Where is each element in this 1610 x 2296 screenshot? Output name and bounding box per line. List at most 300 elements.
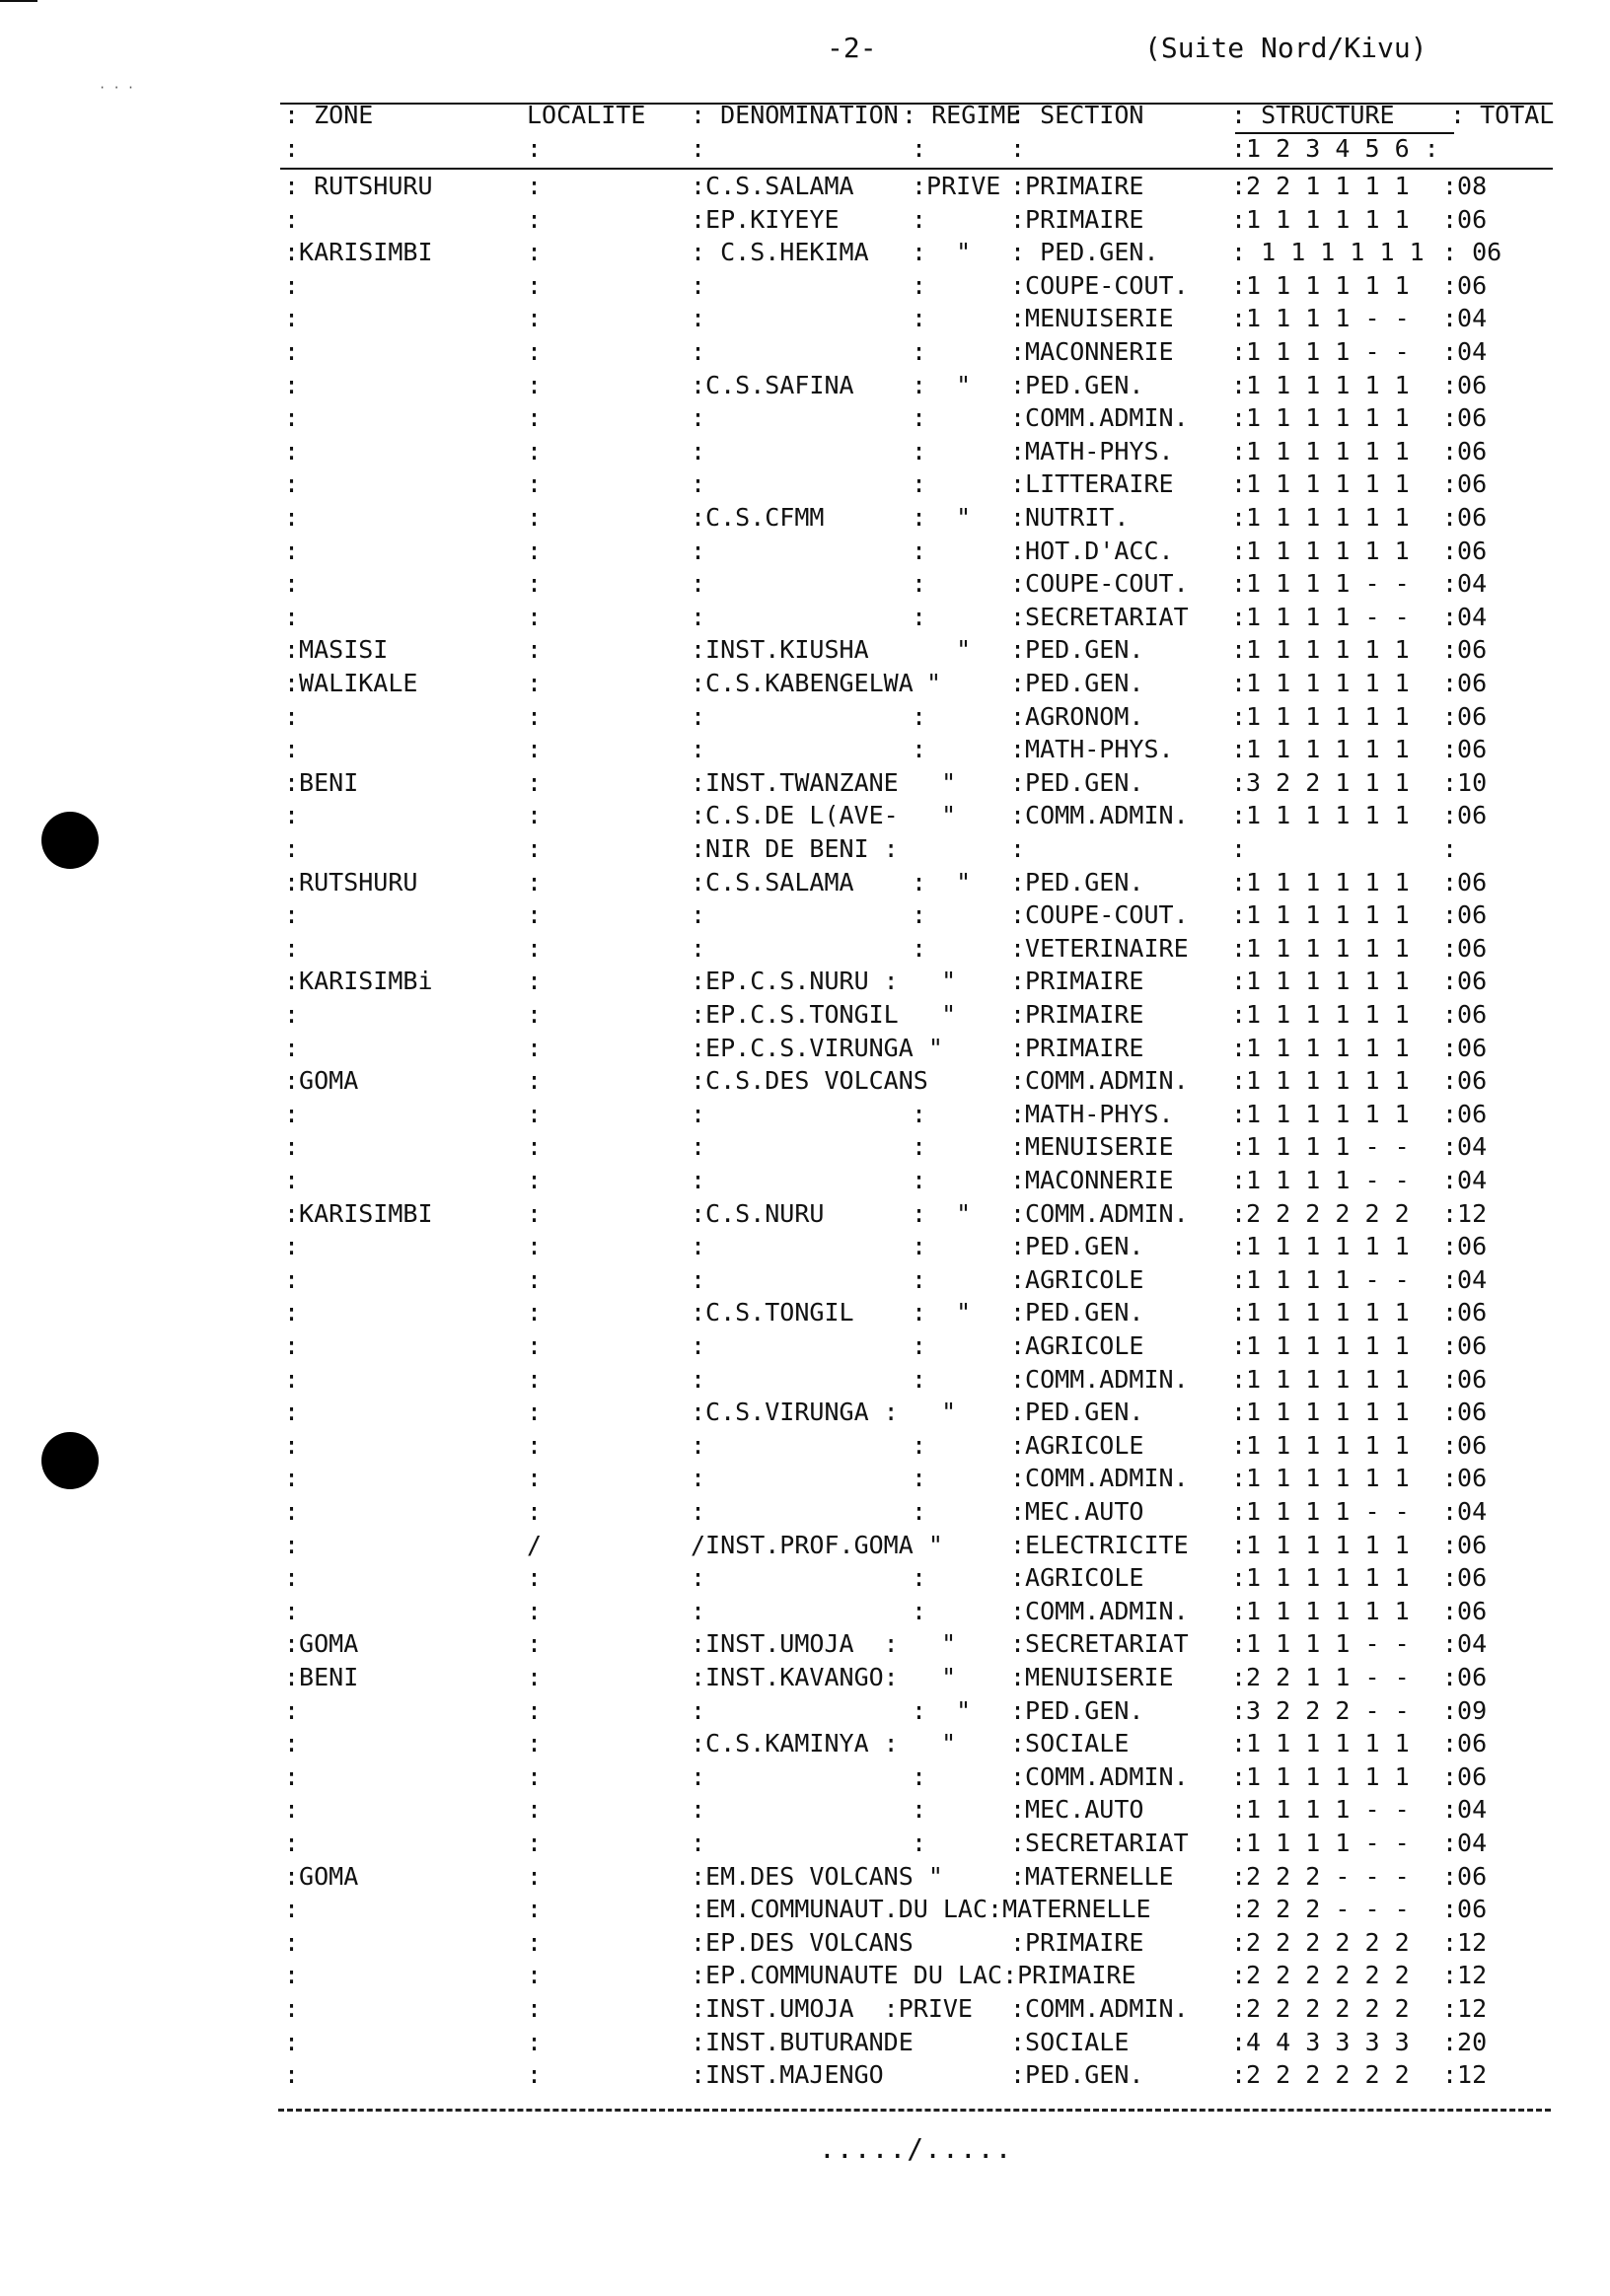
total-cell: :06 <box>1442 900 1488 930</box>
denomination-cell: : <box>691 304 706 333</box>
denomination-cell: :INST.UMOJA : <box>691 1629 899 1659</box>
total-cell: :06 <box>1442 1398 1488 1427</box>
localite-cell: : <box>527 469 543 499</box>
table-row <box>280 1064 1553 1097</box>
localite-cell: : <box>527 701 543 731</box>
structure-cell: :1 1 1 1 1 1 <box>1231 1099 1410 1128</box>
denomination-cell: :EM.COMMUNAUT.DU LAC:MATERNELLE <box>691 1895 1151 1924</box>
structure-cell: :1 1 1 1 - - <box>1231 1166 1410 1194</box>
zone-cell: : <box>284 1927 300 1957</box>
section-cell: :PED.GEN. <box>1010 1232 1144 1261</box>
localite-cell: : <box>527 403 543 433</box>
structure-cell: :4 4 3 3 3 3 <box>1231 2027 1410 2056</box>
regime-cell: " <box>912 767 957 797</box>
zone-cell: : <box>284 735 300 764</box>
total-cell: :12 <box>1442 1994 1488 2023</box>
zone-cell: : <box>284 1264 300 1294</box>
regime-cell: : <box>912 1232 927 1261</box>
regime-cell: " <box>912 669 942 697</box>
localite-cell: : <box>527 1829 543 1857</box>
table-row <box>280 1130 1553 1163</box>
section-cell: :MEC.AUTO <box>1010 1795 1144 1825</box>
structure-cell: :1 1 1 1 1 1 <box>1231 1563 1410 1593</box>
structure-cell: :3 2 2 1 1 1 <box>1231 767 1410 797</box>
denomination-cell: :C.S.DES VOLCANS <box>691 1066 928 1096</box>
section-cell: :PED.GEN. <box>1010 867 1144 897</box>
structure-cell: :1 1 1 1 1 1 <box>1231 635 1410 665</box>
table-row <box>280 1694 1553 1727</box>
table-row <box>280 302 1553 334</box>
denomination-cell: : <box>691 1132 706 1162</box>
denomination-cell: : <box>691 602 706 631</box>
table-row <box>280 401 1553 434</box>
zone-cell: :KARISIMBi <box>284 967 433 996</box>
table-row <box>280 700 1553 733</box>
structure-cell: :2 2 2 - - - <box>1231 1861 1410 1891</box>
denomination-cell: :NIR DE BENI : <box>691 834 899 863</box>
structure-cell: :1 1 1 1 1 1 <box>1231 900 1410 930</box>
section-cell: :SOCIALE <box>1010 2027 1130 2056</box>
zone-cell: : <box>284 1895 300 1924</box>
total-cell: :04 <box>1442 1264 1488 1294</box>
section-cell: :HOT.D'ACC. <box>1010 536 1174 565</box>
denomination-cell: :C.S.SALAMA <box>691 867 854 897</box>
denomination-cell: : <box>691 1264 706 1294</box>
table-row <box>280 1429 1553 1462</box>
section-cell: :PED.GEN. <box>1010 2060 1144 2090</box>
table-row <box>280 1098 1553 1130</box>
section-cell: :MACONNERIE <box>1010 337 1174 366</box>
localite-cell: : <box>527 2060 543 2090</box>
regime-cell: : " <box>912 1198 972 1228</box>
total-cell: :06 <box>1442 503 1488 532</box>
denomination-cell: : <box>691 1795 706 1825</box>
zone-cell: : <box>284 536 300 565</box>
total-cell: :06 <box>1442 1099 1488 1128</box>
zone-cell: : RUTSHURU <box>284 172 433 200</box>
table-row <box>280 203 1553 236</box>
localite-cell: : <box>527 669 543 697</box>
zone-cell: : <box>284 1563 300 1593</box>
total-cell: :12 <box>1442 2060 1488 2090</box>
denomination-cell: : <box>691 1761 706 1791</box>
table-row <box>280 1827 1553 1859</box>
total-cell: :06 <box>1442 270 1488 300</box>
zone-cell: : <box>284 304 300 333</box>
total-cell: :06 <box>1442 1464 1488 1493</box>
localite-cell: : <box>527 1596 543 1625</box>
structure-cell: :1 1 1 1 1 1 <box>1231 1761 1410 1791</box>
localite-cell: : <box>527 1761 543 1791</box>
section-cell: :MATH-PHYS. <box>1010 1099 1174 1128</box>
total-cell: :06 <box>1442 1861 1488 1891</box>
localite-cell: : <box>527 767 543 797</box>
denomination-cell: :EP.C.S.NURU : <box>691 967 899 996</box>
section-cell: :MATERNELLE <box>1010 1861 1174 1891</box>
section-cell: :MEC.AUTO <box>1010 1497 1144 1526</box>
regime-cell: : <box>912 1264 927 1294</box>
structure-cell: :1 1 1 1 - - <box>1231 304 1410 333</box>
table-row <box>280 2026 1553 2058</box>
table-row <box>280 1529 1553 1561</box>
table-row <box>280 866 1553 898</box>
table-row <box>280 898 1553 931</box>
localite-cell: : <box>527 238 543 267</box>
zone-cell: : <box>284 1994 300 2023</box>
localite-cell: : <box>527 1961 543 1990</box>
zone-cell: : <box>284 2027 300 2056</box>
localite-cell: : <box>527 1927 543 1957</box>
regime-cell: : <box>912 1464 927 1493</box>
total-cell: :04 <box>1442 1629 1488 1659</box>
structure-cell: :1 1 1 1 - - <box>1231 1629 1410 1659</box>
table-row <box>280 733 1553 765</box>
zone-cell: : <box>284 270 300 300</box>
localite-cell: : <box>527 602 543 631</box>
localite-cell: : <box>527 204 543 234</box>
structure-cell: :1 1 1 1 1 1 <box>1231 735 1410 764</box>
denomination-cell: : <box>691 1232 706 1261</box>
localite-cell: : <box>527 1298 543 1327</box>
zone-cell: : <box>284 1000 300 1029</box>
total-cell: :04 <box>1442 304 1488 333</box>
zone-cell: : <box>284 370 300 399</box>
section-cell: :NUTRIT. <box>1010 503 1130 532</box>
table-row <box>280 1793 1553 1826</box>
section-cell: :LITTERAIRE <box>1010 469 1174 499</box>
zone-cell: :KARISIMBI <box>284 1198 433 1228</box>
regime-cell: " <box>912 635 972 665</box>
total-cell: :12 <box>1442 1927 1488 1957</box>
localite-cell: : <box>527 1364 543 1394</box>
denomination-cell: : <box>691 569 706 599</box>
section-cell: :AGRICOLE <box>1010 1331 1144 1360</box>
localite-cell: : <box>527 1861 543 1891</box>
total-cell: :06 <box>1442 1298 1488 1327</box>
table-row <box>280 1992 1553 2025</box>
table-row <box>280 832 1553 865</box>
section-cell: :SOCIALE <box>1010 1729 1130 1758</box>
structure-cell: :1 1 1 1 1 1 <box>1231 1364 1410 1394</box>
denomination-cell: :EP.DES VOLCANS <box>691 1927 914 1957</box>
localite-cell: : <box>527 900 543 930</box>
regime-cell: : <box>912 270 927 300</box>
section-cell: :MENUISERIE <box>1010 304 1174 333</box>
regime-cell: : <box>912 1166 927 1194</box>
table-row <box>280 1760 1553 1793</box>
total-cell: :04 <box>1442 1795 1488 1825</box>
structure-cell: :1 1 1 1 1 1 <box>1231 1033 1410 1062</box>
total-cell: :06 <box>1442 701 1488 731</box>
zone-cell: : <box>284 701 300 731</box>
punch-hole <box>41 1432 99 1489</box>
denomination-cell: :EP.COMMUNAUTE DU LAC:PRIMAIRE <box>691 1961 1136 1990</box>
regime-cell: : <box>912 536 927 565</box>
denomination-cell: :C.S.SALAMA <box>691 172 854 200</box>
total-cell: :04 <box>1442 1497 1488 1526</box>
table-row <box>280 435 1553 467</box>
structure-cell: :2 2 1 1 - - <box>1231 1663 1410 1691</box>
structure-cell: :3 2 2 2 - - <box>1231 1695 1410 1725</box>
structure-cell: : 1 1 1 1 1 1 <box>1231 238 1425 267</box>
denomination-cell: :INST.MAJENGO <box>691 2060 884 2090</box>
table-row <box>280 1396 1553 1428</box>
total-cell: :06 <box>1442 1530 1488 1559</box>
regime-cell: : <box>912 569 927 599</box>
total-cell: :06 <box>1442 1729 1488 1758</box>
section-cell: :MENUISERIE <box>1010 1663 1174 1691</box>
localite-cell: : <box>527 1132 543 1162</box>
table-row <box>280 269 1553 302</box>
structure-cell: :1 1 1 1 1 1 <box>1231 436 1410 466</box>
total-cell: :06 <box>1442 867 1488 897</box>
localite-cell: : <box>527 967 543 996</box>
zone-cell: :WALIKALE <box>284 669 418 697</box>
denomination-cell: : <box>691 1331 706 1360</box>
total-cell: :06 <box>1442 801 1488 830</box>
denomination-cell: /INST.PROF.GOMA " <box>691 1530 943 1559</box>
structure-cell: :2 2 2 2 2 2 <box>1231 2060 1410 2090</box>
table-row <box>280 1893 1553 1925</box>
total-cell: :06 <box>1442 403 1488 433</box>
denomination-cell: : <box>691 1497 706 1526</box>
section-cell: :AGRICOLE <box>1010 1430 1144 1460</box>
zone-cell: :KARISIMBI <box>284 238 433 267</box>
zone-cell: : <box>284 403 300 433</box>
regime-cell: : <box>912 1829 927 1857</box>
structure-cell: :1 1 1 1 - - <box>1231 1795 1410 1825</box>
table-row <box>280 601 1553 633</box>
denomination-cell: :EM.DES VOLCANS " <box>691 1861 943 1891</box>
zone-cell: : <box>284 1364 300 1394</box>
structure-cell: :1 1 1 1 1 1 <box>1231 967 1410 996</box>
section-cell: :COMM.ADMIN. <box>1010 1761 1189 1791</box>
total-cell: :06 <box>1442 1563 1488 1593</box>
section-cell: :MENUISERIE <box>1010 1132 1174 1162</box>
col-zone-header: : ZONE <box>284 101 374 129</box>
localite-cell: : <box>527 1000 543 1029</box>
zone-cell: : <box>284 2060 300 2090</box>
total-cell: :04 <box>1442 1829 1488 1857</box>
table-row <box>280 1462 1553 1494</box>
zone-cell: :GOMA <box>284 1066 359 1096</box>
section-cell: :PED.GEN. <box>1010 1298 1144 1327</box>
page-edge-mark <box>0 0 37 2</box>
zone-cell: : <box>284 1795 300 1825</box>
section-cell: :PED.GEN. <box>1010 669 1144 697</box>
localite-cell: : <box>527 1331 543 1360</box>
structure-cell: :1 1 1 1 1 1 <box>1231 1430 1410 1460</box>
section-cell: :COMM.ADMIN. <box>1010 1596 1189 1625</box>
section-cell: :PED.GEN. <box>1010 370 1144 399</box>
zone-cell: : <box>284 834 300 863</box>
localite-cell: : <box>527 801 543 830</box>
table-row <box>280 1926 1553 1959</box>
regime-cell: : <box>912 1364 927 1394</box>
total-cell: :06 <box>1442 635 1488 665</box>
table-row <box>280 1561 1553 1594</box>
table-row <box>280 1959 1553 1991</box>
regime-cell: : <box>912 1563 927 1593</box>
col-denomination-header: : DENOMINATION <box>691 101 899 129</box>
structure-cell: :1 1 1 1 1 1 <box>1231 370 1410 399</box>
denomination-cell: :EP.C.S.VIRUNGA " <box>691 1033 943 1062</box>
denomination-cell: :INST.KIUSHA <box>691 635 869 665</box>
regime-cell: : <box>912 735 927 764</box>
section-cell: :COMM.ADMIN. <box>1010 1364 1189 1394</box>
zone-cell: : <box>284 1464 300 1493</box>
localite-cell: : <box>527 1563 543 1593</box>
regime-cell: : <box>912 337 927 366</box>
table-row <box>280 1860 1553 1893</box>
zone-cell: : <box>284 204 300 234</box>
section-cell: :COUPE-COUT. <box>1010 569 1189 599</box>
denomination-cell: : <box>691 270 706 300</box>
section-cell: :PRIMAIRE <box>1010 967 1144 996</box>
regime-cell: : " <box>912 238 972 267</box>
regime-cell: : " <box>912 1695 972 1725</box>
zone-cell: :MASISI <box>284 635 389 665</box>
structure-cell: :1 1 1 1 1 1 <box>1231 204 1410 234</box>
localite-cell: : <box>527 2027 543 2056</box>
localite-cell: : <box>527 1166 543 1194</box>
table-row <box>280 1627 1553 1660</box>
denomination-cell: :INST.BUTURANDE <box>691 2027 914 2056</box>
localite-cell: : <box>527 1795 543 1825</box>
total-cell: :06 <box>1442 1331 1488 1360</box>
localite-cell: : <box>527 270 543 300</box>
total-cell: :04 <box>1442 1166 1488 1194</box>
table-row <box>280 369 1553 401</box>
localite-cell: : <box>527 1430 543 1460</box>
denomination-cell: : <box>691 900 706 930</box>
regime-cell: " <box>912 1398 957 1427</box>
total-cell: :06 <box>1442 1596 1488 1625</box>
section-cell: :MATH-PHYS. <box>1010 735 1174 764</box>
section-cell: :COMM.ADMIN. <box>1010 403 1189 433</box>
regime-cell: " <box>912 1000 957 1029</box>
section-cell: :COMM.ADMIN. <box>1010 1464 1189 1493</box>
denomination-cell: :C.S.KAMINYA : <box>691 1729 899 1758</box>
col-regime-header: : REGIME <box>902 101 1021 129</box>
total-cell: :06 <box>1442 933 1488 963</box>
structure-cell: :1 1 1 1 1 1 <box>1231 1596 1410 1625</box>
localite-cell: : <box>527 172 543 200</box>
localite-cell: : <box>527 370 543 399</box>
structure-cell: :1 1 1 1 1 1 <box>1231 867 1410 897</box>
continuation-footer: ...../..... <box>819 2132 1013 2165</box>
zone-cell: : <box>284 900 300 930</box>
table-row <box>280 1727 1553 1759</box>
regime-cell: : <box>912 204 927 234</box>
zone-cell: : <box>284 436 300 466</box>
denomination-cell: : <box>691 1430 706 1460</box>
table-row <box>280 1230 1553 1262</box>
zone-cell: : <box>284 602 300 631</box>
regime-cell: : <box>912 1596 927 1625</box>
scan-specks: · · · <box>99 81 135 95</box>
zone-cell: :BENI <box>284 767 359 797</box>
zone-cell: : <box>284 1298 300 1327</box>
regime-cell: : <box>912 403 927 433</box>
structure-cell: :2 2 2 - - - <box>1231 1895 1410 1924</box>
localite-cell: : <box>527 304 543 333</box>
regime-cell: : " <box>912 503 972 532</box>
structure-cell: :1 1 1 1 1 1 <box>1231 469 1410 499</box>
regime-cell: : <box>912 469 927 499</box>
denomination-cell: :EP.C.S.TONGIL <box>691 1000 899 1029</box>
localite-cell: : <box>527 1497 543 1526</box>
regime-cell: : <box>912 1497 927 1526</box>
zone-cell: : <box>284 469 300 499</box>
denomination-cell: : <box>691 403 706 433</box>
total-cell: :06 <box>1442 1895 1488 1924</box>
table-row <box>280 932 1553 965</box>
total-cell: :06 <box>1442 1430 1488 1460</box>
localite-cell: : <box>527 1729 543 1758</box>
localite-cell: : <box>527 1464 543 1493</box>
regime-cell: : " <box>912 1298 972 1327</box>
structure-cell: :1 1 1 1 1 1 <box>1231 669 1410 697</box>
section-cell: :VETERINAIRE <box>1010 933 1189 963</box>
section-cell: :COMM.ADMIN. <box>1010 801 1189 830</box>
table-row <box>280 2058 1553 2091</box>
table-row <box>280 467 1553 500</box>
table-row <box>280 567 1553 600</box>
regime-cell: : " <box>912 867 972 897</box>
total-cell: :12 <box>1442 1198 1488 1228</box>
denomination-cell: : <box>691 1695 706 1725</box>
total-cell: : <box>1442 834 1458 863</box>
structure-cell: :1 1 1 1 1 1 <box>1231 536 1410 565</box>
section-cell: :AGRICOLE <box>1010 1563 1144 1593</box>
section-cell: : <box>1010 834 1026 863</box>
regime-cell: : <box>912 701 927 731</box>
total-cell: :06 <box>1442 1033 1488 1062</box>
total-cell: :06 <box>1442 1761 1488 1791</box>
localite-cell: : <box>527 503 543 532</box>
structure-cell: :2 2 1 1 1 1 <box>1231 172 1410 200</box>
structure-cell: :1 1 1 1 1 1 <box>1231 1298 1410 1327</box>
table-bottom-dashed-rule <box>278 2109 1551 2112</box>
localite-cell: : <box>527 436 543 466</box>
table-subheader-row: : : : : : :1 2 3 4 5 6 : <box>284 134 1439 163</box>
section-cell: :COMM.ADMIN. <box>1010 1994 1189 2023</box>
denomination-cell: : C.S.HEKIMA <box>691 238 869 267</box>
total-cell: :06 <box>1442 967 1488 996</box>
table-header-row <box>280 99 1553 131</box>
denomination-cell: :INST.TWANZANE <box>691 767 899 797</box>
denomination-cell: : <box>691 1166 706 1194</box>
section-cell: :PRIMAIRE <box>1010 204 1144 234</box>
denomination-cell: : <box>691 469 706 499</box>
zone-cell: :BENI <box>284 1663 359 1691</box>
zone-cell: :GOMA <box>284 1629 359 1659</box>
zone-cell: : <box>284 1530 300 1559</box>
total-cell: :06 <box>1442 1232 1488 1261</box>
table-row <box>280 170 1553 202</box>
zone-cell: : <box>284 1331 300 1360</box>
zone-cell: : <box>284 569 300 599</box>
structure-cell: :2 2 2 2 2 2 <box>1231 1994 1410 2023</box>
total-cell: :06 <box>1442 735 1488 764</box>
continuation-title: (Suite Nord/Kivu) <box>1144 32 1427 64</box>
denomination-cell: :C.S.SAFINA <box>691 370 854 399</box>
regime-cell: " <box>912 1663 957 1691</box>
localite-cell: : <box>527 1264 543 1294</box>
structure-cell: :1 1 1 1 1 1 <box>1231 1530 1410 1559</box>
table-row <box>280 1263 1553 1296</box>
